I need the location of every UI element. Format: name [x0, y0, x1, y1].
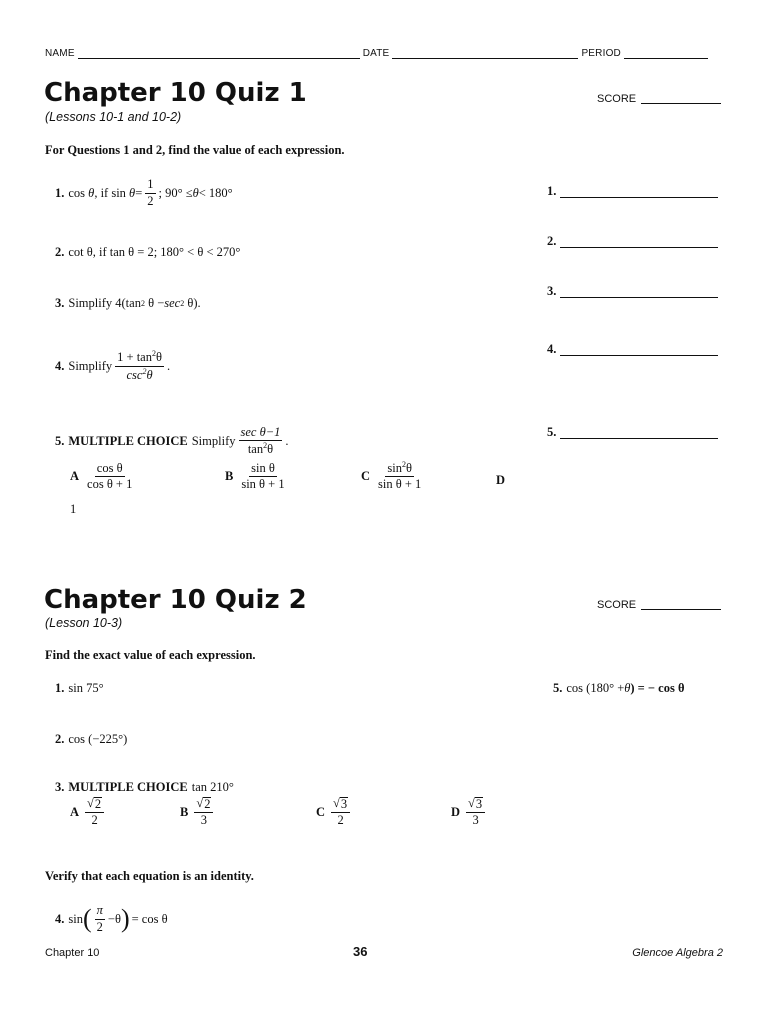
question-number: 5.	[553, 681, 563, 695]
multiple-choice-label: MULTIPLE CHOICE	[68, 780, 188, 794]
question-number: 2.	[55, 245, 65, 259]
question-text: Simplify 4(tan	[68, 296, 141, 310]
question-number: 2.	[55, 732, 65, 746]
fraction: √ 3 3	[466, 797, 485, 827]
question-text: sec	[164, 296, 181, 310]
quiz2-score-field[interactable]	[641, 599, 721, 610]
choice-c[interactable]	[361, 461, 426, 491]
question-text: cos (180° +	[566, 681, 625, 695]
radicand: 3	[475, 797, 483, 811]
answer-blank[interactable]	[560, 427, 718, 439]
footer-chapter: Chapter 10	[45, 947, 100, 959]
period-label: PERIOD	[581, 48, 621, 59]
question-text: sin	[68, 911, 83, 926]
q2-choice-a[interactable]	[70, 797, 107, 827]
quiz2-question-4	[55, 898, 168, 940]
question-text: sin 75°	[68, 681, 104, 695]
radicand: 2	[204, 797, 211, 811]
quiz1-score	[597, 93, 721, 105]
denominator: sin θ + 1	[378, 477, 422, 492]
choice-b[interactable]	[225, 462, 290, 491]
answer-blank[interactable]	[560, 186, 718, 198]
question-number: 3.	[55, 296, 65, 310]
denominator: sin θ + 1	[241, 477, 285, 492]
denominator: 3	[472, 813, 479, 828]
fraction	[95, 904, 105, 933]
denominator: 2	[147, 193, 154, 208]
numerator: sin θ	[249, 462, 277, 477]
question-number: 3.	[55, 780, 65, 794]
score-label: SCORE	[597, 599, 637, 611]
question-number: 1.	[55, 185, 65, 200]
question-text: = cos θ	[131, 911, 168, 926]
choice-letter: B	[180, 804, 189, 819]
answer-number: 5.	[547, 425, 557, 439]
choice-letter: A	[70, 469, 80, 484]
right-paren: )	[120, 904, 130, 933]
denominator: tan	[247, 442, 264, 457]
multiple-choice-label: MULTIPLE CHOICE	[68, 433, 188, 448]
numerator: θ	[405, 461, 412, 476]
question-text: < 180°	[198, 185, 233, 200]
choice-d[interactable]	[496, 473, 508, 488]
quiz1-question-5: 5. MULTIPLE CHOICE Simplify $\frac{\text{sec θ−1}}{\tan^2\theta}$ .	[55, 424, 289, 457]
answer-number: 1.	[547, 184, 557, 198]
choice-letter: A	[70, 804, 80, 819]
answer-line-2[interactable]	[547, 234, 718, 249]
question-text: cos	[68, 185, 86, 200]
answer-blank[interactable]	[560, 236, 718, 248]
choice-letter: C	[316, 804, 326, 819]
choice-d-value: 1	[70, 502, 77, 516]
answer-number: 4.	[547, 342, 557, 356]
quiz1-question-4: 4. Simplify $\frac{1 + \tan^2\theta}{\csc^2\theta}$ .	[55, 349, 171, 382]
quiz2-question-5: 5. cos (180° + θ ) = − cos θ	[553, 681, 685, 695]
question-text: , if sin	[94, 185, 126, 200]
fraction: $\frac{\sin^2\theta}{\text{sin θ + 1}}$	[378, 460, 422, 492]
answer-line-5[interactable]	[547, 425, 718, 440]
choice-letter: D	[496, 473, 506, 487]
denominator: 2	[337, 813, 344, 828]
question-text: θ −	[148, 296, 165, 310]
choice-letter: C	[361, 468, 371, 483]
question-text: ; 90° ≤	[158, 185, 193, 200]
answer-blank[interactable]	[560, 286, 718, 298]
numerator: π	[95, 904, 105, 919]
date-label: DATE	[362, 48, 390, 59]
denominator: csc	[126, 367, 143, 382]
quiz2-instructions: Find the exact value of each expression.	[45, 648, 256, 662]
answer-number: 3.	[547, 284, 557, 298]
score-label: SCORE	[597, 93, 637, 105]
numerator: θ	[155, 350, 162, 365]
answer-number: 2.	[547, 234, 557, 248]
quiz2-question-1	[55, 681, 104, 696]
question-number: 5.	[55, 433, 65, 448]
quiz2-question-3	[55, 780, 234, 795]
numerator: 1 + tan	[117, 350, 152, 365]
page-number: 36	[353, 944, 368, 959]
fraction: √ 2 3	[194, 797, 213, 827]
fraction: √ 3 2	[331, 797, 350, 827]
period-field[interactable]	[624, 48, 708, 59]
question-text: tan 210°	[191, 780, 234, 794]
question-text: =	[135, 185, 143, 200]
choice-letter: B	[225, 469, 234, 484]
denominator: 2	[96, 919, 103, 934]
numerator: 1	[145, 178, 155, 193]
q2-choice-d[interactable]	[451, 797, 488, 827]
radicand: 2	[94, 797, 102, 811]
fraction: $\frac{1 + \tan^2\theta}{\csc^2\theta}$	[117, 349, 162, 382]
denominator: 2	[91, 813, 98, 828]
question-text: Simplify	[68, 358, 113, 373]
quiz1-question-1: 1. cos θ , if sin θ = $\frac{1}{2}$ ; 90° ≤ θ < 180°	[55, 177, 233, 208]
question-text: cos (−225°)	[68, 732, 128, 746]
quiz1-title: Chapter 10 Quiz 1	[44, 78, 307, 108]
question-text: cot θ, if tan θ = 2; 180° < θ < 270°	[68, 245, 241, 259]
quiz1-subtitle: (Lessons 10-1 and 10-2)	[45, 110, 182, 124]
question-number: 4.	[55, 358, 65, 373]
question-text: θ).	[187, 296, 201, 310]
radicand: 3	[340, 797, 348, 811]
name-label: NAME	[45, 48, 75, 59]
quiz2-question-2	[55, 732, 127, 747]
numerator: sin	[387, 461, 402, 476]
denominator: 3	[200, 813, 208, 828]
left-paren: (	[82, 904, 92, 933]
fraction	[85, 462, 134, 491]
q2-choice-c[interactable]	[316, 797, 353, 827]
student-info-header	[45, 48, 725, 59]
q2-choice-b[interactable]	[180, 797, 216, 827]
answer-line-3[interactable]	[547, 284, 718, 299]
quiz1-question-3: 3. Simplify 4(tan 2 θ − sec 2 θ).	[55, 296, 201, 310]
answer-line-4[interactable]	[547, 342, 718, 357]
choice-a[interactable]	[70, 462, 137, 491]
choice-letter: D	[451, 804, 461, 819]
quiz2-title: Chapter 10 Quiz 2	[44, 585, 307, 615]
denominator: θ	[146, 367, 153, 382]
date-field[interactable]	[392, 48, 578, 59]
question-text: −θ	[107, 911, 121, 926]
quiz1-question-2	[55, 245, 240, 260]
quiz1-score-field[interactable]	[641, 93, 721, 104]
fraction: √ 2 2	[85, 797, 104, 827]
fraction	[239, 462, 286, 491]
numerator: cos θ	[95, 462, 125, 477]
question-number: 1.	[55, 681, 65, 695]
question-number: 4.	[55, 911, 65, 926]
numerator: sec θ−1	[239, 426, 283, 441]
answer-line-1[interactable]	[547, 184, 718, 199]
footer-book-title: Glencoe Algebra 2	[632, 947, 723, 959]
quiz1-instructions: For Questions 1 and 2, find the value of each expression.	[45, 143, 345, 157]
quiz2-score	[597, 599, 721, 611]
name-field[interactable]	[78, 48, 360, 59]
quiz2-instructions-2: Verify that each equation is an identity.	[45, 869, 254, 883]
denominator: θ	[267, 442, 274, 457]
denominator: cos θ + 1	[87, 477, 133, 492]
question-text: ) = − cos θ	[630, 681, 685, 695]
fraction: $\frac{\text{sec θ−1}}{\tan^2\theta}$	[240, 424, 281, 457]
question-text: Simplify	[191, 433, 236, 448]
answer-blank[interactable]	[560, 344, 718, 356]
fraction	[145, 178, 155, 207]
quiz2-subtitle: (Lesson 10-3)	[45, 616, 123, 630]
